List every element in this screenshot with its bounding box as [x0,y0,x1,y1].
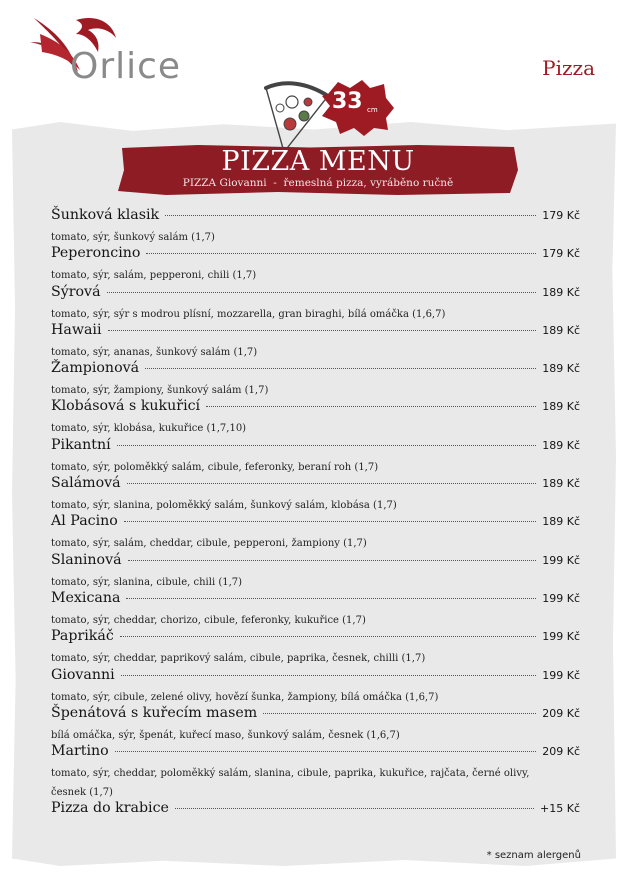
menu-item [51,513,580,551]
dot-leader [108,330,537,331]
dot-leader [175,808,534,809]
item-ingredients: tomato, sýr, ananas, šunkový salám (1,7) [51,346,258,358]
item-price: 199 Kč [542,668,580,682]
item-price: 189 Kč [542,515,580,529]
item-price: 209 Kč [542,706,580,720]
dot-leader [127,483,537,484]
item-ingredients: tomato, sýr, šunkový salám (1,7) [51,232,215,243]
menu-item [51,743,580,800]
menu-subtitle: PIZZA Giovanni - řemeslná pizza, vyráběno ručně [182,177,454,189]
item-name: Hawaii [51,321,102,338]
item-name: Peperoncino [51,245,141,262]
item-ingredients: bílá omáčka, sýr, špenát, kuřecí maso, šunkový salám, česnek (1,6,7) [51,729,400,741]
item-name: Sýrová [51,283,101,300]
item-ingredients: tomato, sýr, žampiony, šunkový salám (1,7) [51,385,269,397]
section-title: Pizza [542,56,595,80]
item-ingredients: tomato, sýr, slanina, cibule, chili (1,7) [51,576,243,588]
logo-wordmark: Orlice [70,46,182,87]
item-ingredients: tomato, sýr, cheddar, chorizo, cibule, feferonky, kukuřice (1,7) [51,614,366,626]
dot-leader [263,713,536,714]
menu-title: PIZZA MENU [221,146,415,177]
item-name: Mexicana [51,589,121,606]
item-price: +15 Kč [540,802,580,816]
item-ingredients: tomato, sýr, salám, pepperoni, chili (1,7) [51,270,257,282]
menu-item [51,207,580,245]
menu-item [51,360,580,398]
item-name: Paprikáč [51,628,114,645]
menu-item [51,705,580,743]
item-name: Klobásová s kukuřicí [51,398,201,415]
item-ingredients: tomato, sýr, salám, cheddar, cibule, pepperoni, žampiony (1,7) [51,538,367,550]
item-price: 189 Kč [542,362,580,376]
item-name: Martino [51,743,109,760]
item-name: Al Pacino [51,513,118,530]
dot-leader [107,292,537,293]
dot-leader [121,675,537,676]
menu-item [51,284,580,322]
menu-item [51,475,580,513]
menu-item [51,667,580,705]
item-name: Žampionová [51,360,140,377]
item-name: Salámová [51,475,121,492]
item-price: 179 Kč [542,247,580,261]
pizza-menu-list [51,207,580,838]
item-price: 189 Kč [542,477,580,491]
dot-leader [120,636,536,637]
item-ingredients: tomato, sýr, cheddar, poloměkký salám, slanina, cibule, paprika, kukuřice, rajčata, černé olivy, česnek (1,7) [51,768,530,799]
item-name: Pizza do krabice [51,800,169,817]
dot-leader [206,406,536,407]
menu-item [51,437,580,475]
item-ingredients: tomato, sýr, klobása, kukuřice (1,7,10) [51,423,247,435]
dot-leader [115,751,537,752]
item-ingredients: tomato, sýr, sýr s modrou plísní, mozzarella, gran biraghi, bílá omáčka (1,6,7) [51,308,446,320]
item-name: Šunková klasik [51,207,160,223]
item-name: Slaninová [51,551,122,568]
item-price: 189 Kč [542,438,580,452]
dot-leader [145,368,536,369]
item-ingredients: tomato, sýr, cheddar, paprikový salám, cibule, paprika, česnek, chilli (1,7) [51,653,426,665]
dot-leader [146,253,536,254]
dot-leader [128,560,537,561]
item-price: 199 Kč [542,630,580,644]
menu-item [51,800,580,838]
allergen-footnote: * seznam alergenů [486,850,581,861]
item-ingredients: tomato, sýr, cibule, zelené olivy, hovězí šunka, žampiony, bílá omáčka (1,6,7) [51,691,439,703]
dot-leader [126,598,536,599]
menu-item [51,552,580,590]
item-price: 179 Kč [542,209,580,222]
menu-item [51,628,580,666]
item-price: 189 Kč [542,400,580,414]
size-badge-unit: cm [367,106,378,114]
dot-leader [117,445,537,446]
dot-leader [124,521,536,522]
item-ingredients: tomato, sýr, poloměkký salám, cibule, feferonky, beraní roh (1,7) [51,461,379,473]
menu-item [51,398,580,436]
menu-item [51,590,580,628]
dot-leader [165,215,536,216]
item-price: 199 Kč [542,553,580,567]
menu-item [51,245,580,283]
item-ingredients: tomato, sýr, slanina, poloměkký salám, šunkový salám, klobása (1,7) [51,500,397,512]
item-price: 189 Kč [542,323,580,337]
menu-item [51,322,580,360]
item-price: 199 Kč [542,591,580,605]
item-price: 209 Kč [542,745,580,759]
item-price: 189 Kč [542,285,580,299]
item-name: Pikantní [51,436,111,453]
size-badge-value: 33 [332,89,363,114]
item-name: Špenátová s kuřecím masem [51,704,258,721]
item-name: Giovanni [51,666,115,683]
